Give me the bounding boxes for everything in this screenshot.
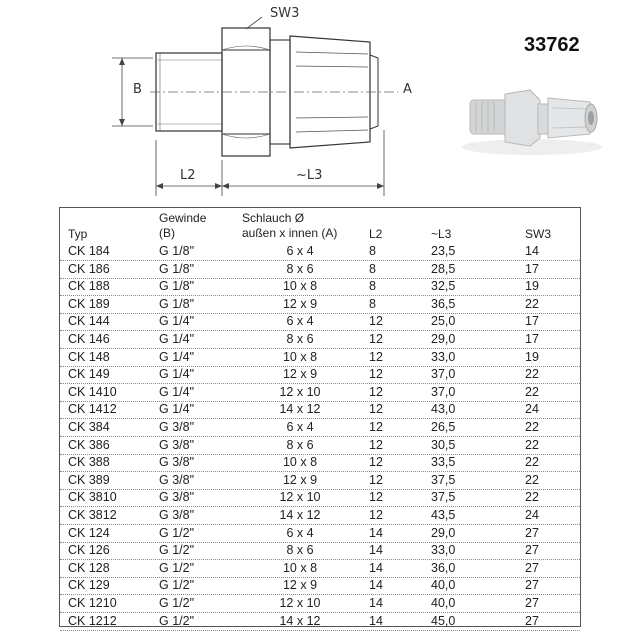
- cell-gewinde: G 1/4": [159, 349, 195, 364]
- cell-typ: CK 384: [68, 420, 110, 434]
- cell-typ: CK 389: [68, 472, 110, 487]
- cell-l3: 23,5: [431, 244, 456, 258]
- cell-l2: 12: [369, 332, 383, 346]
- cell-typ: CK 1410: [68, 384, 117, 399]
- table-row: [60, 313, 580, 331]
- table-row: [60, 331, 580, 349]
- cell-schlauch: 12 x 9: [282, 578, 318, 593]
- cell-l3: 37,5: [431, 490, 456, 505]
- cell-gewinde: G 1/8": [159, 244, 195, 258]
- cell-schlauch: 14 x 12: [279, 613, 321, 628]
- table-row: [60, 349, 580, 367]
- fitting-photo: [462, 90, 602, 155]
- cell-l2: 14: [369, 613, 383, 628]
- cell-schlauch: 6 x 4: [286, 525, 314, 540]
- a-label: A: [403, 82, 412, 97]
- table-row: [60, 489, 580, 507]
- cell-gewinde: G 3/8": [159, 508, 195, 522]
- cell-typ: CK 128: [68, 560, 110, 575]
- cell-sw3: 22: [525, 455, 539, 470]
- cell-schlauch: 12 x 9: [282, 472, 318, 487]
- cell-sw3: 22: [525, 384, 539, 399]
- cell-l3: 33,5: [431, 455, 456, 470]
- header-l2: L2: [369, 227, 383, 241]
- cell-l2: 12: [369, 490, 383, 505]
- cell-gewinde: G 3/8": [159, 455, 195, 470]
- table-row: [60, 472, 580, 490]
- cell-sw3: 27: [525, 543, 539, 558]
- cell-schlauch: 10 x 8: [282, 349, 318, 364]
- table-row: [60, 577, 580, 595]
- cell-typ: CK 386: [68, 437, 110, 452]
- table-row: [60, 560, 580, 578]
- cell-gewinde: G 1/4": [159, 367, 195, 382]
- cell-sw3: 22: [525, 437, 539, 452]
- cell-l2: 12: [369, 314, 383, 329]
- cell-l2: 12: [369, 455, 383, 470]
- sw3-label: SW3: [270, 6, 300, 21]
- cell-sw3: 17: [525, 332, 539, 346]
- table-row: [60, 542, 580, 560]
- cell-typ: CK 3810: [68, 490, 117, 505]
- header-typ: Typ: [68, 227, 88, 241]
- cell-l2: 8: [369, 244, 376, 258]
- cell-gewinde: G 3/8": [159, 490, 195, 505]
- cell-schlauch: 12 x 9: [282, 367, 318, 382]
- cell-schlauch: 12 x 10: [279, 596, 321, 610]
- cell-gewinde: G 1/8": [159, 279, 195, 294]
- cell-gewinde: G 3/8": [159, 472, 195, 487]
- cell-typ: CK 186: [68, 261, 110, 276]
- cell-sw3: 27: [525, 525, 539, 540]
- cell-sw3: 22: [525, 296, 539, 311]
- cell-schlauch: 12 x 10: [279, 490, 321, 505]
- cell-l2: 12: [369, 367, 383, 382]
- cell-sw3: 19: [525, 349, 539, 364]
- cell-l3: 37,0: [431, 367, 456, 382]
- cell-schlauch: 12 x 10: [279, 384, 321, 399]
- cell-l2: 12: [369, 402, 383, 417]
- table-row: [60, 525, 580, 543]
- cell-l3: 37,0: [431, 384, 456, 399]
- table-row: [60, 419, 580, 437]
- table-row: [60, 507, 580, 525]
- cell-typ: CK 129: [68, 578, 110, 593]
- cell-sw3: 27: [525, 578, 539, 593]
- cell-sw3: 24: [525, 402, 539, 417]
- cell-l2: 12: [369, 472, 383, 487]
- cell-schlauch: 6 x 4: [286, 244, 314, 258]
- cell-typ: CK 1210: [68, 596, 117, 610]
- table-row: [60, 454, 580, 472]
- cell-gewinde: G 1/2": [159, 525, 195, 540]
- header-gewinde: Gewinde: [159, 211, 207, 225]
- cell-sw3: 27: [525, 596, 539, 610]
- cell-l3: 45,0: [431, 613, 456, 628]
- cell-schlauch: 6 x 4: [286, 420, 314, 434]
- header-sw3: SW3: [525, 227, 552, 241]
- cell-schlauch: 8 x 6: [286, 261, 314, 276]
- cell-l2: 14: [369, 560, 383, 575]
- cell-typ: CK 146: [68, 332, 110, 346]
- cell-schlauch: 10 x 8: [282, 279, 318, 294]
- dimension-table: [59, 207, 581, 627]
- cell-l3: 43,0: [431, 402, 456, 417]
- cell-schlauch: 10 x 8: [282, 455, 318, 470]
- cell-schlauch: 14 x 12: [279, 508, 321, 522]
- cell-l2: 12: [369, 384, 383, 399]
- cell-typ: CK 189: [68, 296, 110, 311]
- cell-l3: 40,0: [431, 578, 456, 593]
- table-row: [60, 595, 580, 613]
- cell-sw3: 22: [525, 490, 539, 505]
- cell-l2: 12: [369, 420, 383, 434]
- cell-gewinde: G 1/2": [159, 560, 195, 575]
- cell-schlauch: 6 x 4: [286, 314, 314, 329]
- cell-gewinde: G 3/8": [159, 420, 195, 434]
- table-row: [60, 261, 580, 279]
- cell-sw3: 22: [525, 472, 539, 487]
- cell-typ: CK 148: [68, 349, 110, 364]
- cell-l3: 26,5: [431, 420, 456, 434]
- cell-l2: 12: [369, 437, 383, 452]
- header-gewinde-b: (B): [159, 226, 175, 240]
- cell-sw3: 17: [525, 314, 539, 329]
- cell-l2: 14: [369, 525, 383, 540]
- l2-label: L2: [180, 168, 196, 183]
- cell-l2: 12: [369, 508, 383, 522]
- table-row: [60, 366, 580, 384]
- cell-gewinde: G 1/2": [159, 578, 195, 593]
- table-row: [60, 243, 580, 261]
- cell-l3: 37,5: [431, 472, 456, 487]
- article-number: 33762: [524, 34, 580, 56]
- cell-l3: 30,5: [431, 437, 456, 452]
- cell-sw3: 22: [525, 420, 539, 434]
- cell-gewinde: G 1/4": [159, 402, 195, 417]
- cell-schlauch: 14 x 12: [279, 402, 321, 417]
- cell-l3: 33,0: [431, 349, 456, 364]
- cell-schlauch: 10 x 8: [282, 560, 318, 575]
- cell-gewinde: G 3/8": [159, 437, 195, 452]
- table-row: [60, 401, 580, 419]
- cell-l3: 36,0: [431, 560, 456, 575]
- cell-l2: 12: [369, 349, 383, 364]
- cell-l3: 29,0: [431, 332, 456, 346]
- table-row: [60, 296, 580, 314]
- cell-l3: 33,0: [431, 543, 456, 558]
- cell-schlauch: 8 x 6: [286, 332, 314, 346]
- cell-schlauch: 8 x 6: [286, 437, 314, 452]
- cell-typ: CK 1212: [68, 613, 117, 628]
- cell-schlauch: 12 x 9: [282, 296, 318, 311]
- cell-sw3: 27: [525, 560, 539, 575]
- cell-l2: 8: [369, 279, 376, 294]
- cell-sw3: 27: [525, 613, 539, 628]
- cell-gewinde: G 1/2": [159, 543, 195, 558]
- cell-typ: CK 1412: [68, 402, 117, 417]
- cell-sw3: 14: [525, 244, 539, 258]
- table-row: [60, 278, 580, 296]
- cell-sw3: 17: [525, 261, 539, 276]
- cell-typ: CK 3812: [68, 508, 117, 522]
- cell-gewinde: G 1/2": [159, 596, 195, 610]
- cell-l3: 40,0: [431, 596, 456, 610]
- cell-typ: CK 144: [68, 314, 110, 329]
- cell-typ: CK 188: [68, 279, 110, 294]
- l3-label: ~L3: [296, 168, 323, 183]
- cell-l3: 32,5: [431, 279, 456, 294]
- cell-sw3: 24: [525, 508, 539, 522]
- cell-typ: CK 126: [68, 543, 110, 558]
- cell-sw3: 22: [525, 367, 539, 382]
- cell-l3: 29,0: [431, 525, 456, 540]
- table-row: [60, 613, 580, 631]
- header-schlauch-sub: außen x innen (A): [242, 226, 338, 240]
- cell-l2: 14: [369, 596, 383, 610]
- cell-gewinde: G 1/4": [159, 314, 195, 329]
- cell-l3: 25,0: [431, 314, 456, 329]
- cell-gewinde: G 1/8": [159, 261, 195, 276]
- b-label: B: [133, 82, 142, 97]
- cell-sw3: 19: [525, 279, 539, 294]
- cell-l3: 28,5: [431, 261, 456, 276]
- cell-gewinde: G 1/4": [159, 332, 195, 346]
- cell-typ: CK 388: [68, 455, 110, 470]
- header-l3: ~L3: [431, 227, 452, 241]
- cell-l2: 8: [369, 296, 376, 311]
- cell-l3: 43,5: [431, 508, 456, 522]
- cell-l3: 36,5: [431, 296, 456, 311]
- cell-schlauch: 8 x 6: [286, 543, 314, 558]
- header-schlauch: Schlauch Ø: [242, 211, 305, 225]
- cell-typ: CK 149: [68, 367, 110, 382]
- cell-gewinde: G 1/4": [159, 384, 195, 399]
- cell-gewinde: G 1/2": [159, 613, 195, 628]
- cell-typ: CK 184: [68, 244, 110, 258]
- cell-typ: CK 124: [68, 525, 110, 540]
- cell-l2: 8: [369, 261, 376, 276]
- cell-gewinde: G 1/8": [159, 296, 195, 311]
- table-row: [60, 384, 580, 402]
- table-row: [60, 437, 580, 455]
- cell-l2: 14: [369, 578, 383, 593]
- cell-l2: 14: [369, 543, 383, 558]
